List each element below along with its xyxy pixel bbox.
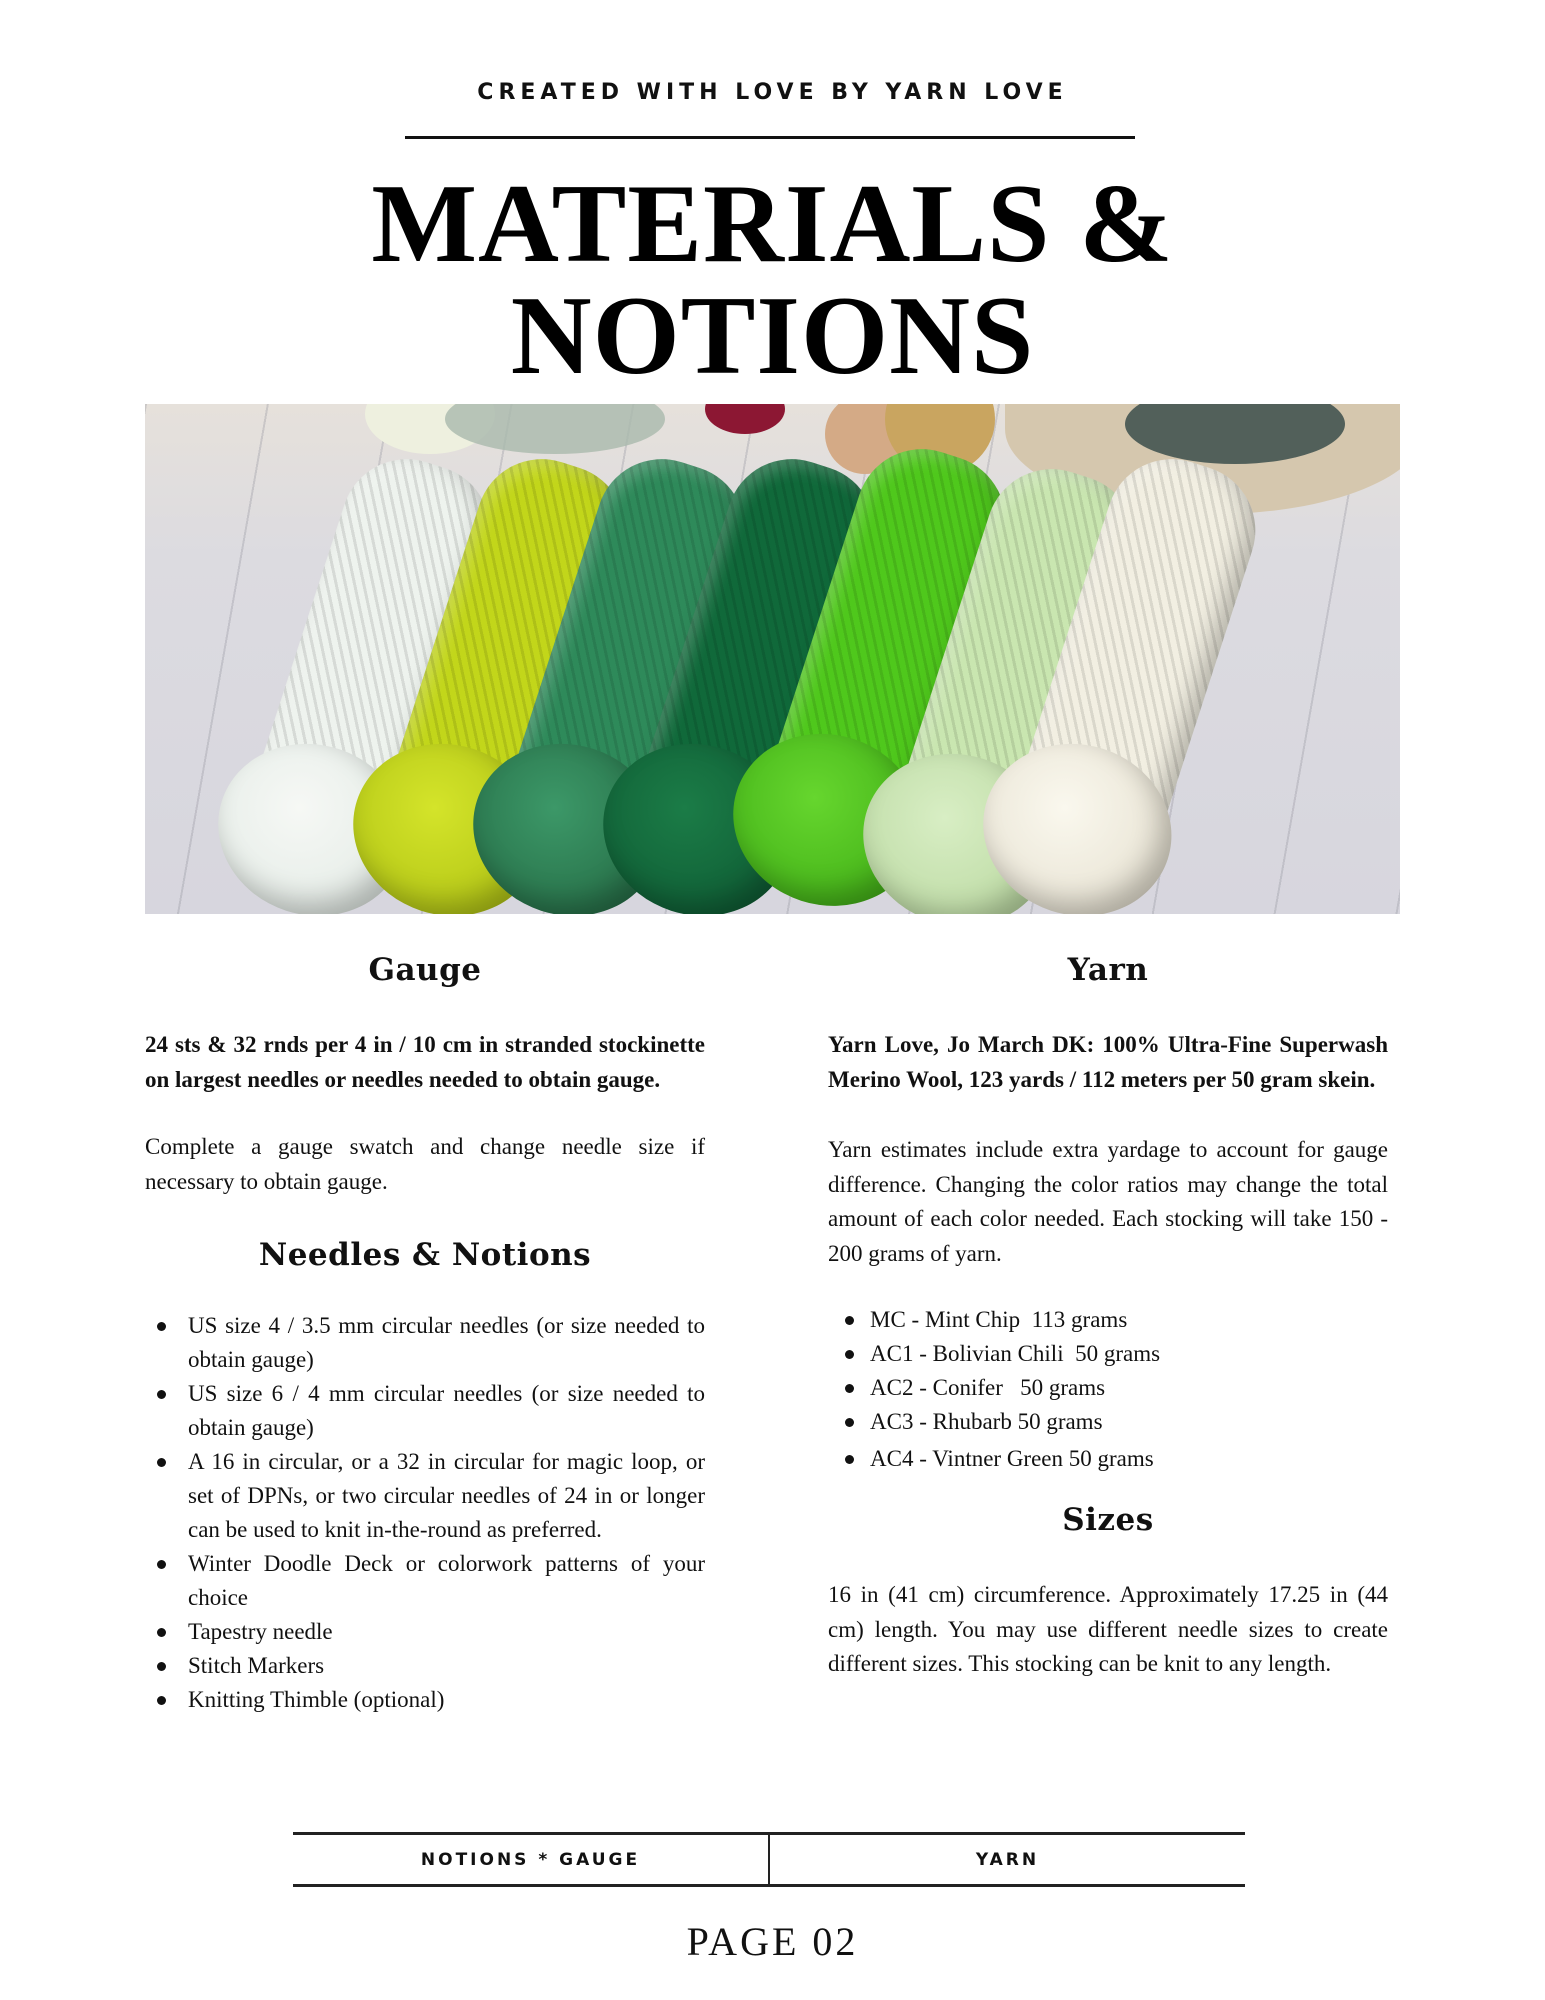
bullet-icon xyxy=(157,1458,166,1467)
list-item: AC3 - Rhubarb 50 grams xyxy=(828,1405,1388,1439)
bullet-icon xyxy=(157,1390,166,1399)
title-line-1: MATERIALS & xyxy=(371,162,1174,286)
nav-yarn[interactable]: YARN xyxy=(975,1849,1040,1870)
list-item: Knitting Thimble (optional) xyxy=(145,1683,705,1717)
yarn-bold-text: Yarn Love, Jo March DK: 100% Ultra-Fine Superwash Merino Wool, 123 yards / 112 meters per 50 gram skein. xyxy=(828,1032,1388,1092)
gauge-heading: Gauge xyxy=(368,952,482,988)
right-column xyxy=(828,950,1388,1682)
bullet-icon xyxy=(845,1384,854,1393)
page-title xyxy=(0,162,1545,398)
left-column xyxy=(145,950,705,1717)
yarn-text: Yarn estimates include extra yardage to account for gauge difference. Changing the color ratios may change the total amount of each color needed. Each stocking will take 150 - 200 grams of yarn. xyxy=(828,1137,1388,1266)
eucalyptus-decor xyxy=(445,404,665,454)
sizes-text: 16 in (41 cm) circumference. Approximately 17.25 in (44 cm) length. You may use different needle sizes to create different sizes. This stocking can be knit to any length. xyxy=(828,1582,1388,1676)
list-item: Tapestry needle xyxy=(145,1615,705,1649)
list-item: Stitch Markers xyxy=(145,1649,705,1683)
footer-nav xyxy=(293,1832,1245,1887)
bullet-icon xyxy=(157,1560,166,1569)
list-item: A 16 in circular, or a 32 in circular for magic loop, or set of DPNs, or two circular needles of 24 in or longer can be used to knit in-the-round as preferred. xyxy=(145,1445,705,1547)
gauge-bold-text: 24 sts & 32 rnds per 4 in / 10 cm in stranded stockinette on largest needles or needles needed to obtain gauge. xyxy=(145,1032,705,1092)
kicker: CREATED WITH LOVE BY YARN LOVE xyxy=(477,80,1068,105)
bullet-icon xyxy=(157,1628,166,1637)
list-item: MC - Mint Chip 113 grams xyxy=(828,1303,1388,1337)
list-item: AC1 - Bolivian Chili 50 grams xyxy=(828,1337,1388,1371)
kicker-rule xyxy=(405,136,1135,139)
nav-notions-gauge[interactable]: NOTIONS * GAUGE xyxy=(420,1849,641,1870)
page-number: PAGE 02 xyxy=(686,1919,859,1964)
bullet-icon xyxy=(845,1350,854,1359)
yarn-heading: Yarn xyxy=(1067,952,1149,988)
list-item: AC2 - Conifer 50 grams xyxy=(828,1371,1388,1405)
sizes-heading: Sizes xyxy=(1062,1502,1154,1538)
bullet-icon xyxy=(845,1455,854,1464)
bullet-icon xyxy=(845,1316,854,1325)
bullet-icon xyxy=(157,1322,166,1331)
yarn-colors-list xyxy=(828,1303,1388,1476)
list-item: AC4 - Vintner Green 50 grams xyxy=(828,1442,1388,1476)
list-item: Winter Doodle Deck or colorwork patterns of your choice xyxy=(145,1547,705,1615)
needles-heading: Needles & Notions xyxy=(258,1237,592,1273)
list-item: US size 4 / 3.5 mm circular needles (or size needed to obtain gauge) xyxy=(145,1309,705,1377)
needles-list xyxy=(145,1309,705,1717)
yarn-photo xyxy=(145,404,1400,914)
berries-decor xyxy=(705,404,785,434)
bullet-icon xyxy=(845,1418,854,1427)
bullet-icon xyxy=(157,1696,166,1705)
title-line-2: NOTIONS xyxy=(510,274,1035,398)
bullet-icon xyxy=(157,1662,166,1671)
gauge-text: Complete a gauge swatch and change needle size if necessary to obtain gauge. xyxy=(145,1134,705,1194)
list-item: US size 6 / 4 mm circular needles (or size needed to obtain gauge) xyxy=(145,1377,705,1445)
